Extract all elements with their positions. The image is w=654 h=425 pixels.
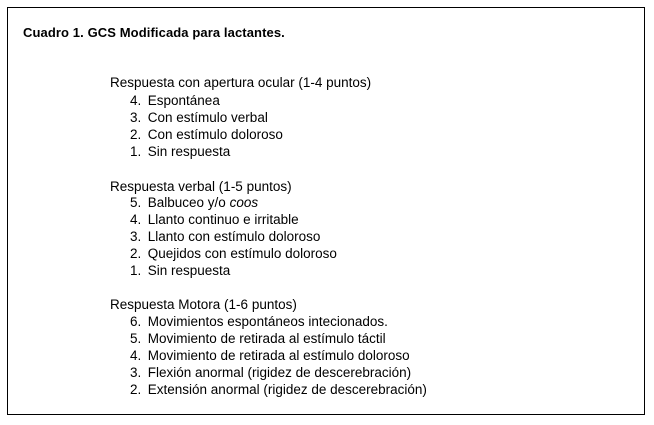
- item-number: 3.: [130, 365, 142, 380]
- list-item: [130, 246, 337, 262]
- list-item: [130, 229, 320, 245]
- item-number: 5.: [130, 195, 142, 210]
- document-title: Cuadro 1. GCS Modificada para lactantes.: [23, 25, 285, 40]
- item-text: Sin respuesta: [147, 144, 231, 159]
- item-number: 5.: [130, 331, 142, 346]
- table-frame: [7, 7, 645, 415]
- item-text: Movimiento de retirada al estímulo doloroso: [147, 348, 410, 363]
- item-number: 3.: [130, 110, 142, 125]
- item-text: Flexión anormal (rigidez de descerebración): [147, 365, 412, 380]
- item-number: 1.: [130, 144, 142, 159]
- list-item: [130, 263, 230, 279]
- item-text: Llanto continuo e irritable: [147, 212, 299, 227]
- list-item: [130, 93, 220, 109]
- item-number: 2.: [130, 382, 142, 397]
- item-text: Con estímulo doloroso: [147, 127, 283, 142]
- item-text: Espontánea: [147, 93, 220, 108]
- list-item: [130, 110, 268, 126]
- section-heading-verbal: Respuesta verbal (1-5 puntos): [110, 179, 292, 194]
- item-text: Con estímulo verbal: [147, 110, 268, 125]
- list-item: [130, 195, 258, 211]
- item-number: 4.: [130, 212, 142, 227]
- list-item: [130, 365, 411, 381]
- list-item: [130, 382, 427, 398]
- list-item: [130, 348, 410, 364]
- item-text: Quejidos con estímulo doloroso: [147, 246, 337, 261]
- list-item: [130, 331, 386, 347]
- item-number: 4.: [130, 93, 142, 108]
- item-text: Sin respuesta: [147, 263, 231, 278]
- item-text: Balbuceo y/o: [147, 195, 230, 210]
- item-text-italic: coos: [229, 195, 259, 210]
- list-item: [130, 127, 283, 143]
- item-text: Extensión anormal (rigidez de descerebración): [147, 382, 427, 397]
- section-heading-motora: Respuesta Motora (1-6 puntos): [110, 297, 297, 312]
- item-text: Movimientos espontáneos intecionados.: [147, 314, 388, 329]
- item-number: 1.: [130, 263, 142, 278]
- list-item: [130, 314, 388, 330]
- item-number: 4.: [130, 348, 142, 363]
- list-item: [130, 212, 299, 228]
- item-text: Movimiento de retirada al estímulo táctil: [147, 331, 386, 346]
- item-number: 2.: [130, 127, 142, 142]
- item-number: 6.: [130, 314, 142, 329]
- item-number: 2.: [130, 246, 142, 261]
- item-text: Llanto con estímulo doloroso: [147, 229, 321, 244]
- section-heading-ocular: Respuesta con apertura ocular (1-4 puntos): [110, 75, 372, 90]
- item-number: 3.: [130, 229, 142, 244]
- list-item: [130, 144, 230, 160]
